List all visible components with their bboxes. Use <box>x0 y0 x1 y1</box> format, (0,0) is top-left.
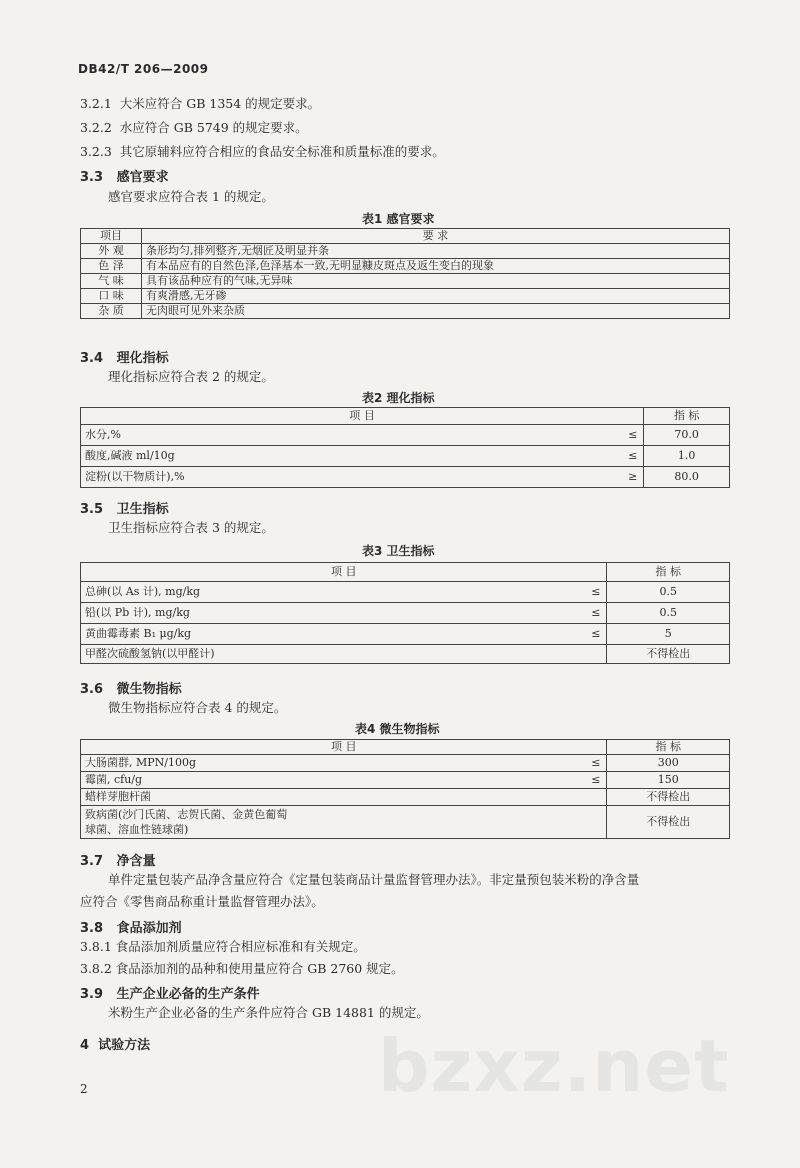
table-cell: 气 味 <box>81 274 142 289</box>
table1-sensory <box>80 228 730 319</box>
table-cell: 0.5 <box>607 603 730 624</box>
table-cell: 水分,% <box>81 425 614 446</box>
section-number: 3.6 <box>80 682 104 697</box>
clause-3-2-2 <box>80 120 308 136</box>
table-cell: 0.5 <box>607 582 730 603</box>
clause-3-2-3 <box>80 144 445 160</box>
section-3-5-intro: 卫生指标应符合表 3 的规定。 <box>108 520 274 535</box>
section-title: 试验方法 <box>98 1038 151 1053</box>
table-cell: 有本品应有的自然色泽,色泽基本一致,无明显糠皮斑点及返生变白的现象 <box>142 259 730 274</box>
table3-caption: 表3 卫生指标 <box>362 544 435 558</box>
clause-3-2-1 <box>80 96 320 112</box>
clause-text: 水应符合 GB 5749 的规定要求。 <box>119 120 308 135</box>
clause-number: 3.2.1 <box>80 96 112 111</box>
table-cell: 条形均匀,排列整齐,无烟匠及明显并条 <box>142 244 730 259</box>
table-row <box>81 289 730 304</box>
table-row <box>81 582 730 603</box>
header-cell: 项 目 <box>81 740 607 755</box>
section-3-6-intro: 微生物指标应符合表 4 的规定。 <box>108 700 287 715</box>
table-cell: 无肉眼可见外来杂质 <box>142 304 730 319</box>
table4-caption: 表4 微生物指标 <box>355 722 440 736</box>
table-cell: 不得检出 <box>607 806 730 839</box>
table2-caption: 表2 理化指标 <box>362 391 435 405</box>
section-3-9-intro: 米粉生产企业必备的生产条件应符合 GB 14881 的规定。 <box>108 1005 429 1020</box>
table1-caption: 表1 感官要求 <box>362 212 435 226</box>
section-3-4-heading <box>80 347 169 366</box>
table-row <box>81 259 730 274</box>
section-number: 3.8 <box>80 921 104 936</box>
section-title: 生产企业必备的生产条件 <box>116 987 260 1002</box>
section-title: 卫生指标 <box>116 502 169 517</box>
section-3-6-heading <box>80 678 182 697</box>
table-cell: 80.0 <box>644 467 730 488</box>
comparison-symbol: ≤ <box>613 446 644 467</box>
table-cell <box>81 806 607 839</box>
section-title: 感官要求 <box>116 170 169 185</box>
table-header-row <box>81 740 730 755</box>
section-title: 食品添加剂 <box>116 921 182 936</box>
comparison-symbol <box>576 789 607 806</box>
table-cell: 口 味 <box>81 289 142 304</box>
header-cell: 指 标 <box>644 408 730 425</box>
clause-number: 3.2.2 <box>80 120 112 135</box>
table-row <box>81 755 730 772</box>
table-cell: 霉菌, cfu/g <box>81 772 577 789</box>
table-row <box>81 304 730 319</box>
section-3-9-heading <box>80 983 260 1002</box>
table-cell: 外 观 <box>81 244 142 259</box>
pathogen-label-line1: 致病菌(沙门氏菌、志贺氏菌、金黄色葡萄 <box>85 808 288 821</box>
table-cell: 不得检出 <box>607 645 730 664</box>
header-cell: 要 求 <box>142 229 730 244</box>
table-cell: 淀粉(以干物质计),% <box>81 467 614 488</box>
table-row <box>81 624 730 645</box>
table-row <box>81 467 730 488</box>
page-number: 2 <box>80 1082 88 1096</box>
table-row <box>81 425 730 446</box>
table-cell: 有爽滑感,无牙碜 <box>142 289 730 304</box>
section-number: 3.3 <box>80 170 104 185</box>
section-number: 3.7 <box>80 854 104 869</box>
table3-hygiene <box>80 562 730 664</box>
clause-3-8-2: 3.8.2 食品添加剂的品种和使用量应符合 GB 2760 规定。 <box>80 961 404 976</box>
table-cell: 黄曲霉毒素 B₁ μg/kg <box>81 624 577 645</box>
clause-text: 大米应符合 GB 1354 的规定要求。 <box>119 96 321 111</box>
table-cell: 大肠菌群, MPN/100g <box>81 755 577 772</box>
section-3-7-heading <box>80 850 156 869</box>
document-code: DB42/T 206—2009 <box>78 62 209 76</box>
comparison-symbol: ≤ <box>576 624 607 645</box>
header-cell: 项目 <box>81 229 142 244</box>
table2-physicochemical <box>80 407 730 488</box>
section-number: 4 <box>80 1038 90 1053</box>
table-cell: 1.0 <box>644 446 730 467</box>
clause-number: 3.2.3 <box>80 144 112 159</box>
table-row <box>81 446 730 467</box>
section-number: 3.5 <box>80 502 104 517</box>
table-row <box>81 645 730 664</box>
header-cell: 项 目 <box>81 563 607 582</box>
table-row <box>81 244 730 259</box>
comparison-symbol: ≤ <box>576 603 607 624</box>
section-3-5-heading <box>80 498 169 517</box>
section-3-3-heading <box>80 166 169 185</box>
section-3-7-line2: 应符合《零售商品称重计量监督管理办法》。 <box>80 894 324 909</box>
section-number: 3.4 <box>80 351 104 366</box>
table-cell: 具有该品种应有的气味,无异味 <box>142 274 730 289</box>
table-cell: 5 <box>607 624 730 645</box>
table-header-row <box>81 408 730 425</box>
watermark: bzxz.net <box>378 1024 730 1108</box>
section-title: 净含量 <box>116 854 156 869</box>
section-3-8-heading <box>80 917 182 936</box>
table-cell: 铅(以 Pb 计), mg/kg <box>81 603 577 624</box>
section-number: 3.9 <box>80 987 104 1002</box>
table-cell: 色 泽 <box>81 259 142 274</box>
comparison-symbol: ≤ <box>576 582 607 603</box>
section-4-heading <box>80 1034 150 1053</box>
section-3-4-intro: 理化指标应符合表 2 的规定。 <box>108 369 274 384</box>
table-cell: 70.0 <box>644 425 730 446</box>
section-3-3-intro: 感官要求应符合表 1 的规定。 <box>108 189 274 204</box>
header-cell: 指 标 <box>607 563 730 582</box>
table-cell: 酸度,碱液 ml/10g <box>81 446 614 467</box>
table-cell: 蜡样芽胞杆菌 <box>81 789 577 806</box>
table-cell: 不得检出 <box>607 789 730 806</box>
comparison-symbol <box>576 645 607 664</box>
table-header-row <box>81 229 730 244</box>
clause-text: 其它原辅料应符合相应的食品安全标准和质量标准的要求。 <box>119 144 445 159</box>
table-row <box>81 274 730 289</box>
pathogen-label-line2: 球菌、溶血性链球菌) <box>85 823 189 836</box>
comparison-symbol: ≤ <box>576 755 607 772</box>
table-cell: 甲醛次硫酸氢钠(以甲醛计) <box>81 645 577 664</box>
table-row <box>81 789 730 806</box>
table-row <box>81 806 730 839</box>
table-row <box>81 772 730 789</box>
comparison-symbol: ≥ <box>613 467 644 488</box>
clause-3-8-1: 3.8.1 食品添加剂质量应符合相应标准和有关规定。 <box>80 939 366 954</box>
table-header-row <box>81 563 730 582</box>
table-cell: 300 <box>607 755 730 772</box>
comparison-symbol: ≤ <box>613 425 644 446</box>
section-title: 微生物指标 <box>116 682 182 697</box>
table-row <box>81 603 730 624</box>
table-cell: 总砷(以 As 计), mg/kg <box>81 582 577 603</box>
table4-microbial <box>80 739 730 839</box>
header-cell: 指 标 <box>607 740 730 755</box>
table-cell: 杂 质 <box>81 304 142 319</box>
section-title: 理化指标 <box>116 351 169 366</box>
comparison-symbol: ≤ <box>576 772 607 789</box>
section-3-7-line1: 单件定量包装产品净含量应符合《定量包装商品计量监督管理办法》。非定量预包装米粉的净含量 <box>108 872 640 887</box>
table-cell: 150 <box>607 772 730 789</box>
header-cell: 项 目 <box>81 408 644 425</box>
